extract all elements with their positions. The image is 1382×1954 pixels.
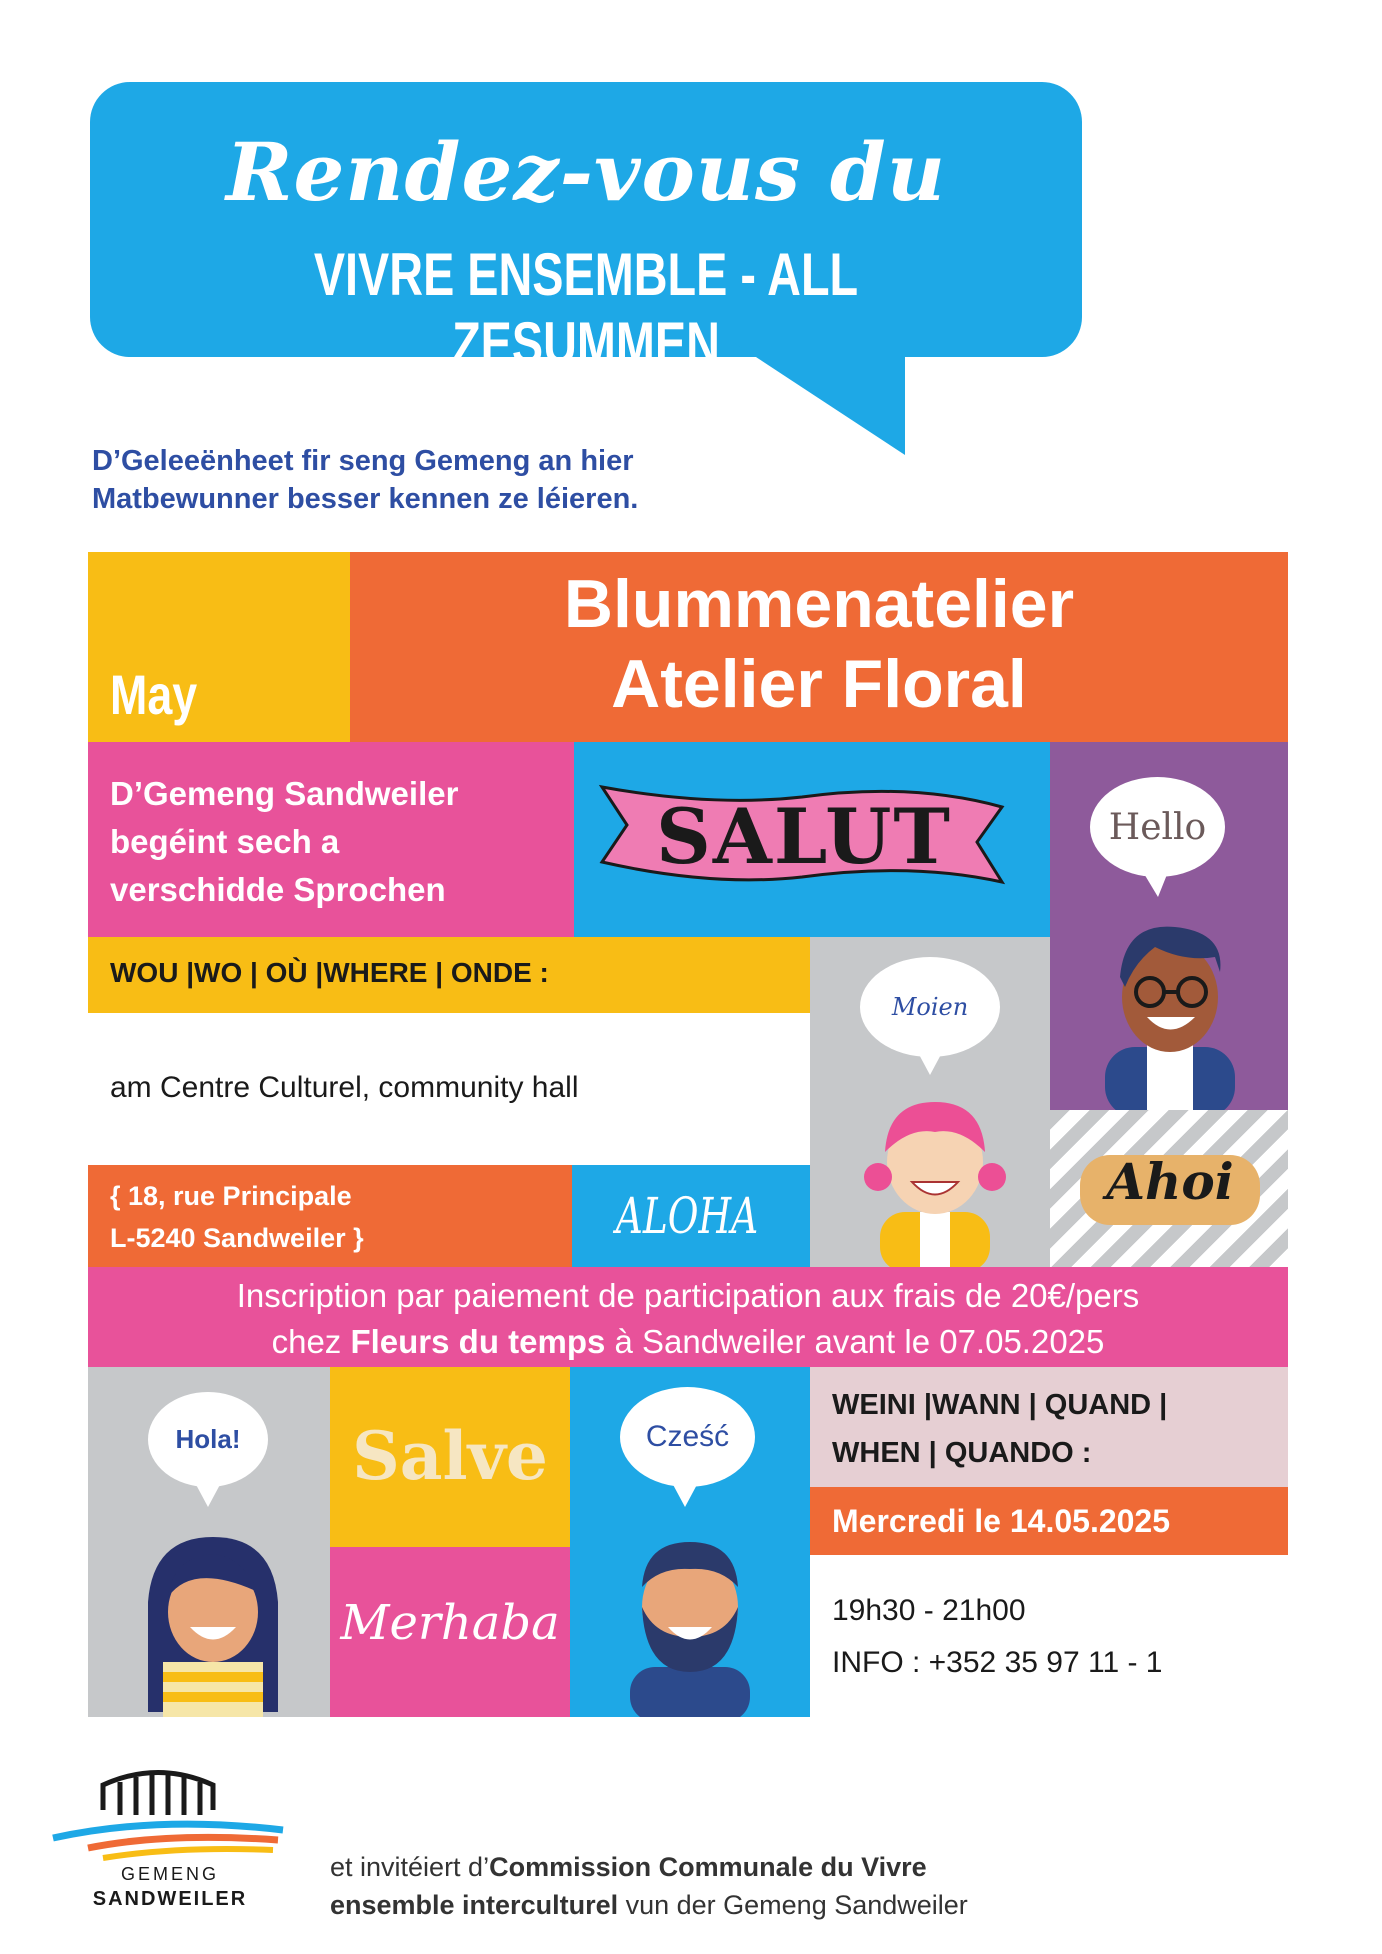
address-text xyxy=(110,1175,364,1259)
info-phone: INFO : +352 35 97 11 - 1 xyxy=(832,1646,1163,1679)
aloha-block xyxy=(572,1165,810,1267)
welcome-block xyxy=(88,742,574,937)
address-line-1: { 18, rue Principale xyxy=(110,1181,352,1211)
welcome-line-3: verschidde Sprochen xyxy=(110,871,446,908)
ahoi-block xyxy=(1050,1110,1288,1267)
footer-text xyxy=(330,1848,1230,1924)
moien-block xyxy=(810,937,1050,1267)
footer-line-2 xyxy=(330,1886,1230,1924)
girl-avatar xyxy=(860,1087,1010,1267)
subtitle: VIVRE ENSEMBLE - ALL ZESUMMEN xyxy=(313,241,859,377)
address-block xyxy=(88,1165,572,1267)
salve-text: Salve xyxy=(352,1417,548,1495)
moien-text: Moien xyxy=(891,993,969,1021)
when-label-line-2: WHEN | QUANDO : xyxy=(832,1437,1092,1469)
salut-text: SALUT xyxy=(656,792,952,881)
registration-suffix: à Sandweiler avant le 07.05.2025 xyxy=(605,1323,1105,1360)
location-place: am Centre Culturel, community hall xyxy=(110,1071,579,1104)
moien-bubble xyxy=(860,957,1000,1057)
welcome-line-1: D’Gemeng Sandweiler xyxy=(110,775,459,812)
hello-bubble xyxy=(1090,777,1225,877)
location-label: WOU |WO | OÙ |WHERE | ONDE : xyxy=(110,957,549,988)
date-block xyxy=(810,1487,1288,1555)
salut-block xyxy=(574,742,1050,937)
hola-block xyxy=(88,1367,330,1717)
logo-line-2: SANDWEILER xyxy=(92,1888,248,1910)
footer-suffix: vun der Gemeng Sandweiler xyxy=(618,1890,968,1920)
footer-prefix: et invitéiert d’ xyxy=(330,1852,490,1882)
event-date: Mercredi le 14.05.2025 xyxy=(832,1503,1171,1539)
event-time: 19h30 - 21h00 xyxy=(832,1594,1026,1627)
registration-prefix: chez xyxy=(271,1323,351,1360)
czesc-bubble-tail xyxy=(670,1479,710,1519)
hello-text: Hello xyxy=(1108,806,1207,848)
registration-line-2 xyxy=(88,1319,1288,1365)
moien-bubble-tail xyxy=(915,1047,955,1087)
hola-bubble-tail xyxy=(193,1479,233,1519)
czesc-bubble xyxy=(620,1387,755,1487)
hola-bubble xyxy=(148,1392,268,1487)
when-label-block xyxy=(810,1367,1288,1487)
time-info-text xyxy=(832,1585,1162,1689)
registration-line-1: Inscription par paiement de participation aux frais de 20€/pers xyxy=(236,1277,1140,1314)
welcome-text xyxy=(110,770,458,914)
czesc-text: Cześć xyxy=(645,1420,730,1453)
script-title: Rendez-vous du xyxy=(225,125,946,219)
hello-block xyxy=(1050,742,1288,1110)
aloha-text: ALOHA xyxy=(615,1187,759,1245)
when-label-line-1: WEINI |WANN | QUAND | xyxy=(832,1389,1168,1421)
registration-shop: Fleurs du temps xyxy=(350,1323,606,1360)
merhaba-block xyxy=(330,1547,570,1717)
gemeng-sandweiler-logo-icon xyxy=(48,1760,288,1870)
month-label: May xyxy=(110,663,198,726)
hello-bubble-tail xyxy=(1140,867,1180,907)
location-label-block xyxy=(88,937,810,1013)
event-title-line-1: Blummenatelier xyxy=(563,566,1075,642)
intro-line-2: Matbewunner besser kennen ze léieren. xyxy=(92,483,639,515)
location-place-block xyxy=(88,1013,810,1165)
hola-text: Hola! xyxy=(175,1424,241,1454)
intro-line-1: D’Geleeënheet fir seng Gemeng an hier xyxy=(92,445,634,477)
month-block xyxy=(88,552,350,742)
when-label xyxy=(832,1381,1167,1477)
address-line-2: L-5240 Sandweiler } xyxy=(110,1223,364,1253)
footer-line-1 xyxy=(330,1848,1230,1886)
welcome-line-2: begéint sech a xyxy=(110,823,340,860)
logo-line-1: GEMENG xyxy=(120,1864,219,1884)
registration-block xyxy=(88,1267,1288,1367)
man-glasses-avatar xyxy=(1095,917,1245,1112)
salve-block xyxy=(330,1367,570,1547)
footer-commission: Commission Communale du Vivre xyxy=(489,1852,927,1882)
event-title-block xyxy=(350,552,1288,742)
footer-commission-2: ensemble interculturel xyxy=(330,1890,619,1920)
event-title-line-2: Atelier Floral xyxy=(611,646,1027,722)
time-info-block xyxy=(810,1555,1288,1717)
merhaba-text: Merhaba xyxy=(340,1595,560,1651)
bearded-man-avatar xyxy=(610,1527,770,1717)
ahoi-text: Ahoi xyxy=(1106,1152,1234,1211)
intro-text xyxy=(92,442,792,518)
czesc-block xyxy=(570,1367,810,1717)
girl-dark-hair-avatar xyxy=(133,1522,293,1717)
